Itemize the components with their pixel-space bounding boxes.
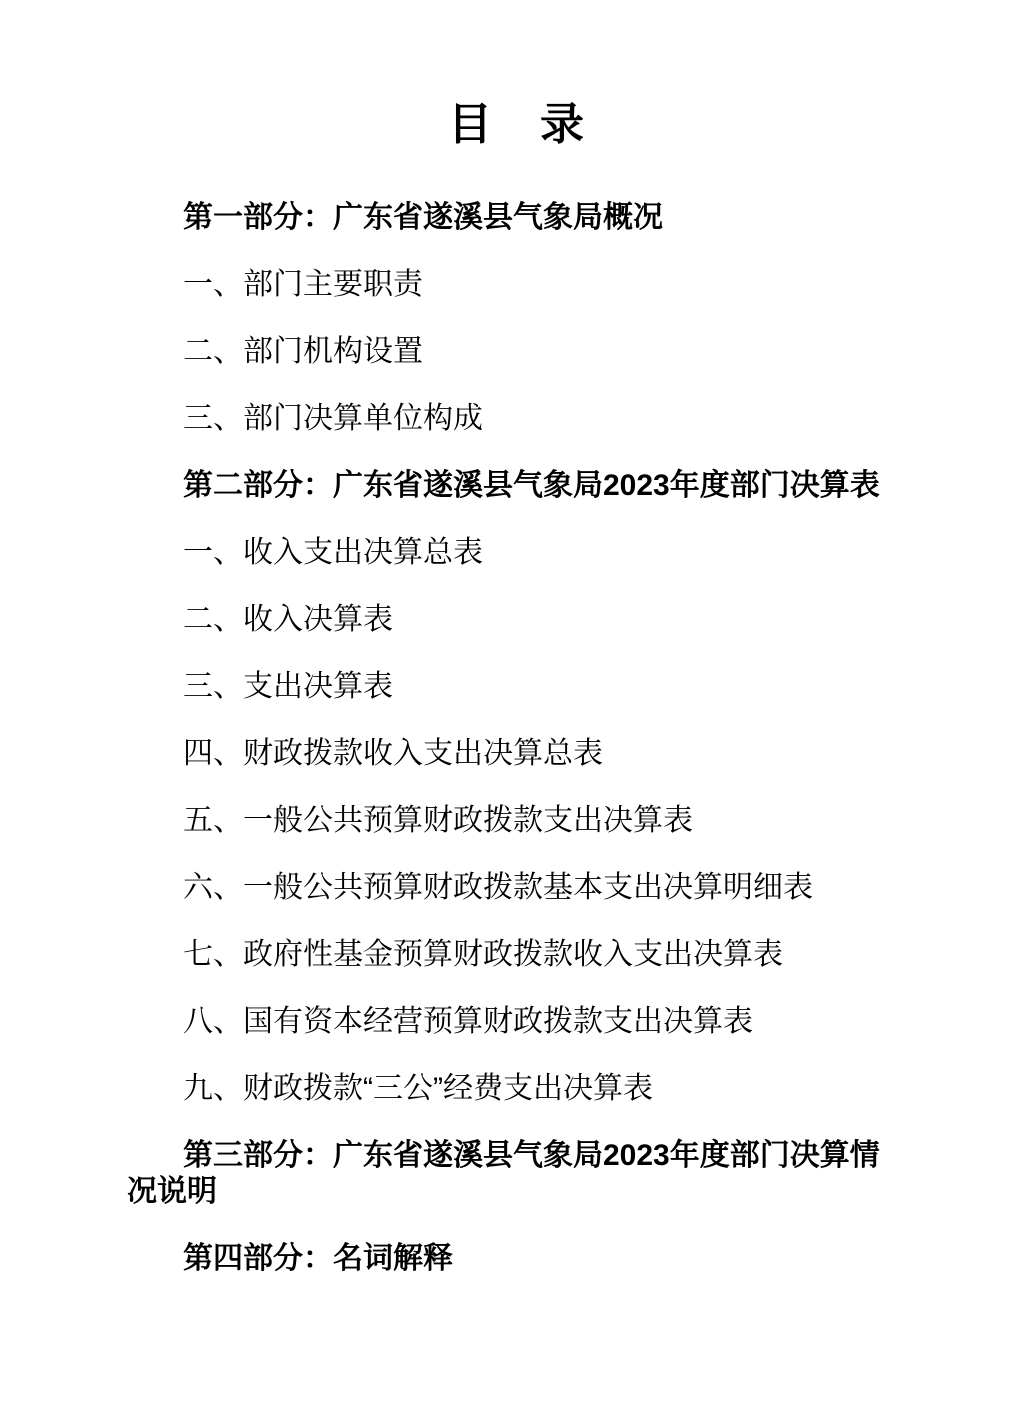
toc-section-heading: 第三部分：广东省遂溪县气象局2023年度部门决算情况说明 bbox=[127, 1139, 880, 1208]
toc-item: 六、一般公共预算财政拨款基本支出决算明细表 bbox=[183, 871, 813, 904]
toc-item: 九、财政拨款“三公”经费支出决算表 bbox=[183, 1072, 653, 1105]
toc-item: 一、部门主要职责 bbox=[183, 268, 423, 301]
toc-item: 二、收入决算表 bbox=[183, 603, 393, 636]
toc-item: 八、国有资本经营预算财政拨款支出决算表 bbox=[183, 1005, 753, 1038]
toc-item: 三、支出决算表 bbox=[183, 670, 393, 703]
toc-item: 一、收入支出决算总表 bbox=[183, 536, 483, 569]
toc-section-heading: 第二部分：广东省遂溪县气象局2023年度部门决算表 bbox=[183, 469, 880, 502]
toc-item: 二、部门机构设置 bbox=[183, 335, 423, 368]
toc-item: 四、财政拨款收入支出决算总表 bbox=[183, 737, 603, 770]
document-page bbox=[0, 98, 1017, 1423]
toc-item: 三、部门决算单位构成 bbox=[183, 402, 483, 435]
toc-item: 五、一般公共预算财政拨款支出决算表 bbox=[183, 804, 693, 837]
toc-item: 七、政府性基金预算财政拨款收入支出决算表 bbox=[183, 938, 783, 971]
toc-section-heading: 第四部分：名词解释 bbox=[183, 1242, 453, 1275]
toc-list bbox=[127, 200, 907, 1277]
toc-title: 目 录 bbox=[448, 100, 586, 149]
toc-section-heading: 第一部分：广东省遂溪县气象局概况 bbox=[183, 201, 663, 234]
